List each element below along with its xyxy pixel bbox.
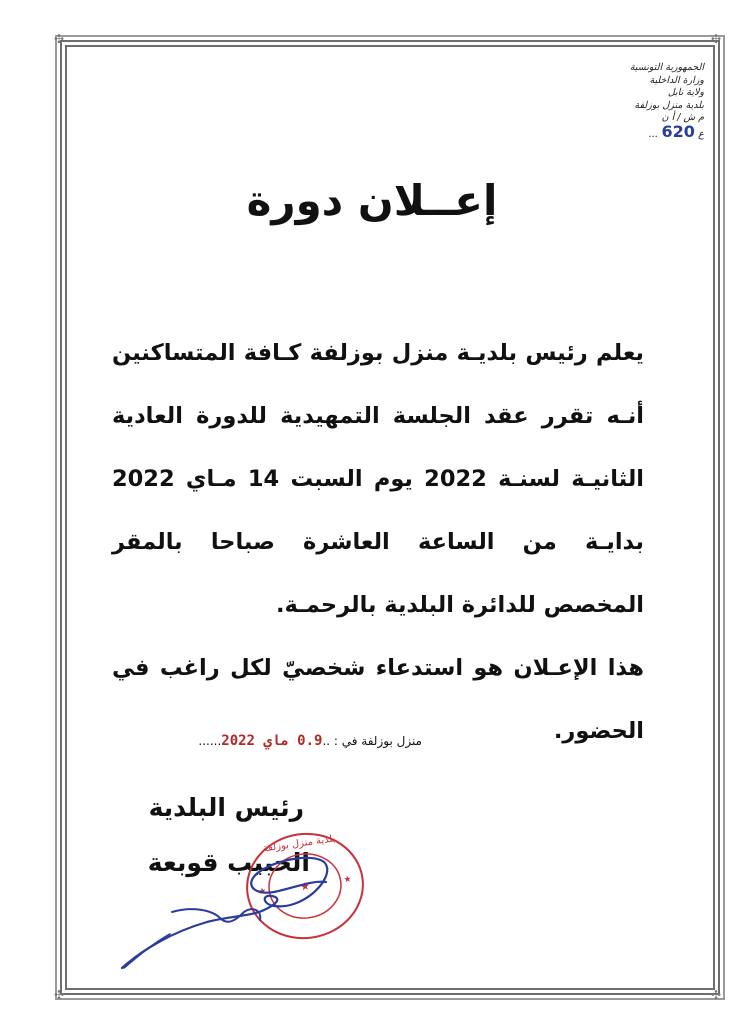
reference-dots: ...	[648, 128, 659, 140]
handwritten-date: 0.9 ماي 2022	[221, 733, 323, 749]
document-title: إعــلان دورة	[246, 176, 498, 225]
svg-text:★: ★	[342, 874, 353, 886]
announcement-paragraph-1: يعلم رئيس بلديـة منزل بوزلفة كـافة المتساكنين أنـه تقرر عقد الجلسة التمهيدية للدورة العادية الثانيـة لسنـة 2022 يوم السبت 14 مـاي 2022 بدايـة من الساعة العاشرة صباحا بالمقر المخصص للدائرة البلدية بالرحمـة.	[112, 340, 644, 618]
official-header	[554, 62, 704, 141]
corner-ornament: ✣	[54, 32, 65, 46]
corner-ornament: ✣	[54, 988, 65, 1002]
header-line-municipality: بلدية منزل بوزلفة	[634, 99, 704, 111]
place-date-line	[160, 733, 422, 749]
header-line-department: م ش / أ ن	[661, 112, 704, 123]
stamp-text: بلدية منزل بوزلفة	[262, 833, 337, 855]
corner-ornament: ✣	[711, 32, 722, 46]
svg-text:★: ★	[257, 886, 268, 898]
handwritten-signature	[112, 840, 352, 980]
announcement-body	[112, 322, 680, 763]
signatory-title: رئيس البلدية	[148, 793, 304, 822]
header-line-republic: الجمهورية التونسية	[629, 62, 704, 73]
place-date-label: منزل بوزلفة في : ..	[322, 734, 422, 748]
reference-number	[554, 121, 704, 142]
header-line-governorate: ولاية نابل	[667, 87, 704, 98]
svg-text:★: ★	[299, 879, 311, 894]
header-line-ministry: وزارة الداخلية	[649, 74, 704, 86]
date-trailing-dots: ......	[198, 734, 222, 748]
reference-number-value: 620	[661, 121, 695, 141]
announcement-paragraph-2: هذا الإعـلان هو استدعاء شخصيّ لكل راغب في الحضور.	[112, 655, 644, 744]
reference-prefix: ع	[698, 128, 704, 140]
signatory-name: الحبيب قوبعة	[147, 848, 310, 877]
corner-ornament: ✣	[711, 988, 722, 1002]
